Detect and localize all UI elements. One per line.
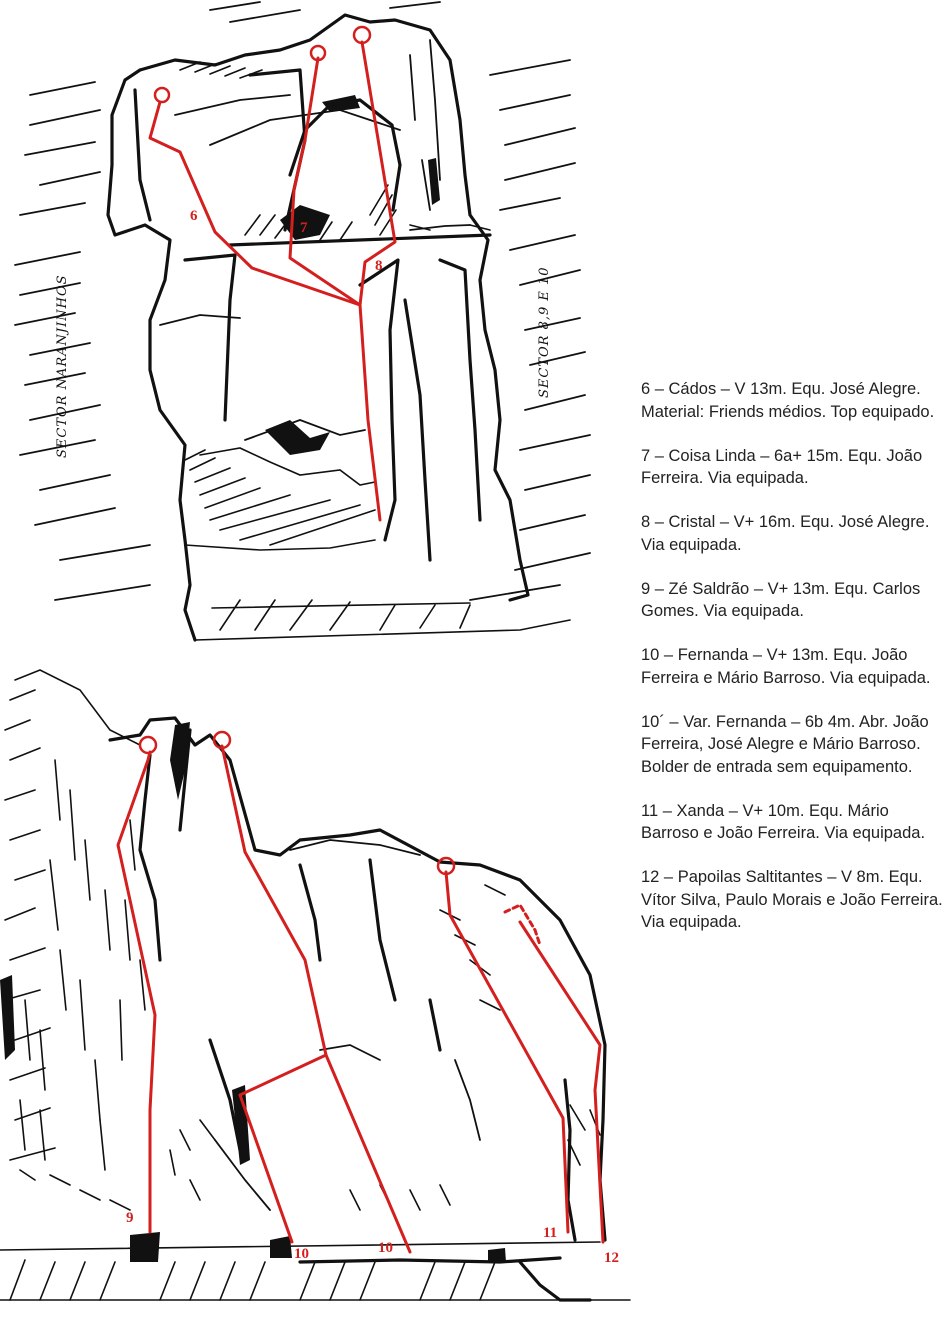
route-12-number: 12 xyxy=(604,1250,619,1266)
route-10-number: 10 xyxy=(378,1240,393,1256)
route-8-description: 8 – Cristal – V+ 16m. Equ. José Alegre. Via equipada. xyxy=(641,513,930,554)
route-10-description: 10 – Fernanda – V+ 13m. Equ. João Ferreira e Mário Barroso. Via equipada. xyxy=(641,646,931,687)
route-12-description: 12 – Papoilas Saltitantes – V 8m. Equ. Vítor Silva, Paulo Morais e João Ferreira. Via equipada. xyxy=(641,868,943,931)
route-11-number: 11 xyxy=(543,1225,558,1241)
route-6-line xyxy=(150,102,360,305)
route-10-variant-description: 10´ – Var. Fernanda – 6b 4m. Abr. João Ferreira, José Alegre e Mário Barroso. Bolder de entrada sem equipamento. xyxy=(641,712,929,776)
route-7-description: 7 – Coisa Linda – 6a+ 15m. Equ. João Ferreira. Via equipada. xyxy=(641,446,923,487)
route-6-anchor xyxy=(155,88,169,102)
route-6-number: 6 xyxy=(190,208,198,224)
route-10-variant-number: 10 xyxy=(294,1246,309,1262)
route-9-description: 9 – Zé Saldrão – V+ 13m. Equ. Carlos Gomes. Via equipada. xyxy=(641,579,921,620)
sector-naranjinhos-label: SECTOR NARANJINHOS xyxy=(55,274,70,458)
route-9-anchor xyxy=(140,737,156,753)
route-11-description: 11 – Xanda – V+ 10m. Equ. Mário Barroso e João Ferreira. Via equipada. xyxy=(641,801,926,842)
route-11-line xyxy=(446,872,568,1232)
route-9-line xyxy=(118,752,155,1232)
route-8-number: 8 xyxy=(375,258,383,274)
route-7-number: 7 xyxy=(300,220,308,236)
top-rock-drawing xyxy=(15,2,590,640)
route-6-description: 6 – Cádos – V 13m. Equ. José Alegre. Material: Friends médios. Top equipado. xyxy=(641,380,935,421)
route-12-line xyxy=(520,922,603,1242)
route-10-line xyxy=(222,746,410,1252)
route-legend xyxy=(641,378,945,955)
route-10-variant-line xyxy=(240,1055,326,1242)
sector-8-9-10-label: SECTOR 8,9 E 10 xyxy=(537,266,552,398)
route-9-number: 9 xyxy=(126,1210,134,1226)
bottom-rock-drawing xyxy=(0,670,630,1300)
